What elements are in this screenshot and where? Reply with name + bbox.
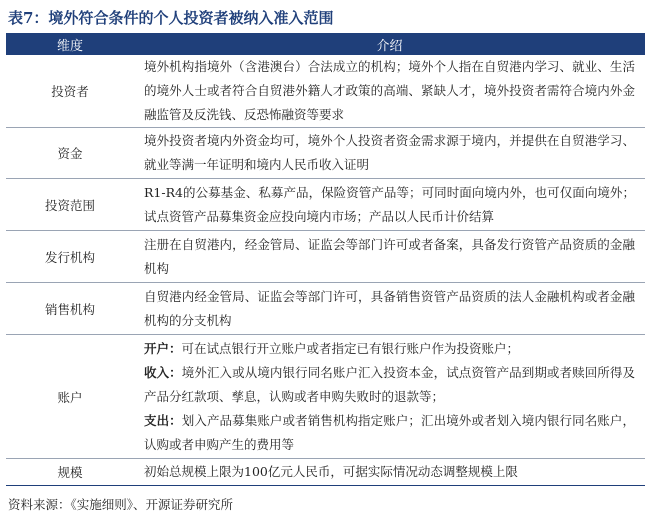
account-details: [134, 335, 645, 459]
table-row: [6, 179, 645, 231]
account-item-expense: [144, 409, 635, 457]
row-description: 初始总规模上限为100亿元人民币，可据实际情况动态调整规模上限: [134, 459, 645, 486]
account-item-text: 境外汇入或从境内银行同名账户汇入投资本金，试点资管产品到期或者赎回所得及产品分红款项、孳息，认购或者申购失败时的退款等；: [144, 364, 635, 404]
row-dimension: 投资者: [6, 55, 134, 128]
row-description: 自贸港内经金管局、证监会等部门许可，具备销售资管产品资质的法人金融机构或者金融机构的分支机构: [134, 283, 645, 335]
row-description: 境外机构指境外（含港澳台）合法成立的机构；境外个人指在自贸港内学习、就业、生活的境外人士或者符合自贸港外籍人才政策的高端、紧缺人才，境外投资者需符合境内外金融监管及反洗钱、反恐怖融资等要求: [134, 55, 645, 128]
account-item-label: 收入：: [144, 364, 182, 380]
table-row: [6, 335, 645, 459]
row-dimension: 资金: [6, 128, 134, 179]
row-description: R1-R4的公募基金、私募产品，保险资管产品等；可同时面向境内外，也可仅面向境外；试点资管产品募集资金应投向境内市场；产品以人民币计价结算: [134, 179, 645, 231]
row-dimension: 账户: [6, 335, 134, 459]
account-item-label: 开户：: [144, 340, 182, 356]
table-row: [6, 231, 645, 283]
access-scope-table: [6, 33, 645, 486]
table-row: [6, 459, 645, 486]
table-row: [6, 55, 645, 128]
row-description: 注册在自贸港内，经金管局、证监会等部门许可或者备案，具备发行资管产品资质的金融机构: [134, 231, 645, 283]
row-dimension: 销售机构: [6, 283, 134, 335]
table-row: [6, 128, 645, 179]
row-dimension: 投资范围: [6, 179, 134, 231]
header-dimension: 维度: [6, 33, 134, 55]
row-dimension: 发行机构: [6, 231, 134, 283]
account-item-income: [144, 361, 635, 409]
account-item-label: 支出：: [144, 412, 182, 428]
account-item-text: 划入产品募集账户或者销售机构指定账户；汇出境外或者划入境内银行同名账户，认购或者申购产生的费用等: [144, 412, 635, 452]
source-note: 资料来源：《实施细则》、开源证券研究所: [8, 497, 234, 512]
table-row: [6, 283, 645, 335]
header-introduction: 介绍: [134, 33, 645, 55]
table-title: 表7：境外符合条件的个人投资者被纳入准入范围: [8, 9, 334, 27]
account-item-text: 可在试点银行开立账户或者指定已有银行账户作为投资账户；: [181, 340, 520, 356]
account-item-open: [144, 337, 635, 361]
row-description: 境外投资者境内外资金均可，境外个人投资者资金需求源于境内，并提供在自贸港学习、就业等满一年证明和境内人民币收入证明: [134, 128, 645, 179]
table-header-row: [6, 33, 645, 55]
row-dimension: 规模: [6, 459, 134, 486]
